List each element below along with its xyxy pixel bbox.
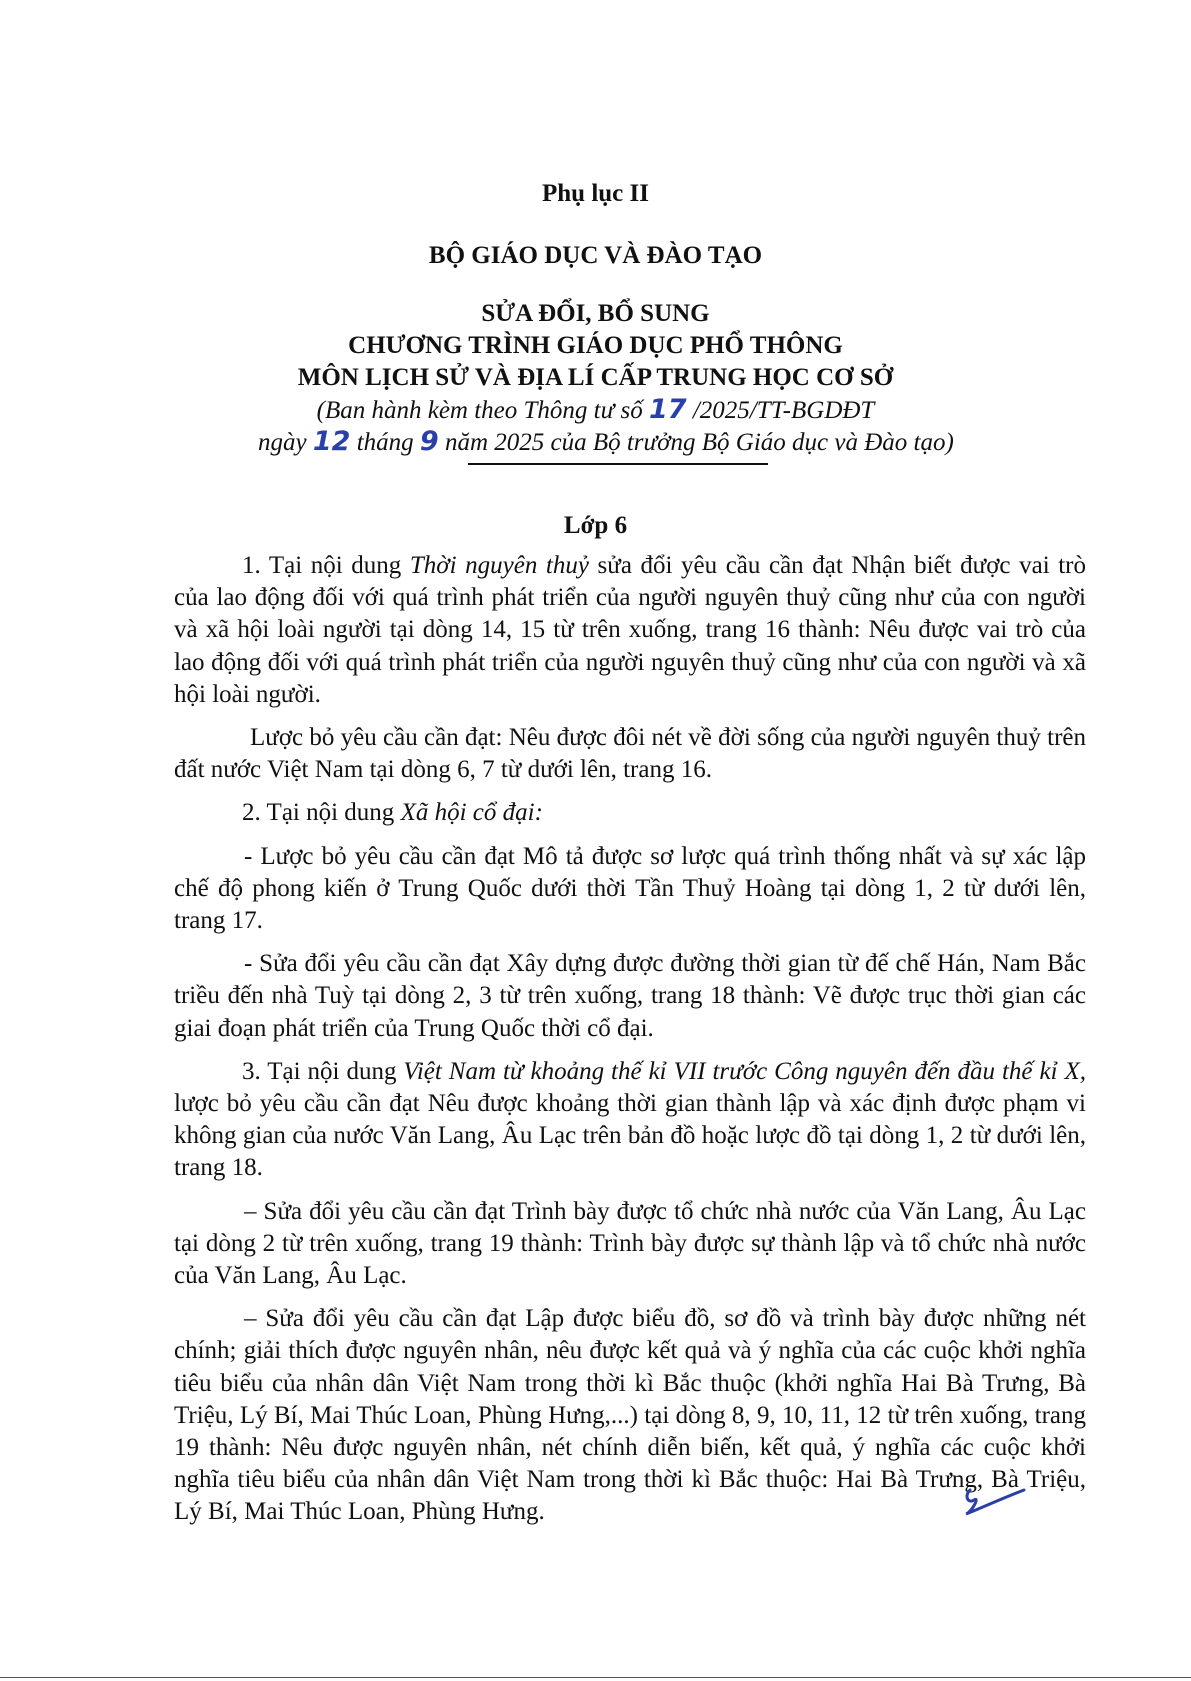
document-title xyxy=(0,298,1191,394)
paragraph: 2. Tại nội dung Xã hội cổ đại: xyxy=(242,799,543,827)
issuance-text: tháng xyxy=(350,429,420,456)
issuance-text: năm 2025 của Bộ trưởng Bộ Giáo dục và Đào tạo) xyxy=(438,429,954,456)
issuance-text: ngày xyxy=(258,429,313,456)
body-text xyxy=(174,550,1086,1540)
paragraph: - Lược bỏ yêu cầu cần đạt Mô tả được sơ lược quá trình thống nhất và sự xác lập chế độ phong kiến ở Trung Quốc dưới thời Tần Thuỷ Hoàng tại dòng 1, 2 từ dưới lên, trang 17. xyxy=(174,842,1086,935)
handwritten-day: 12 xyxy=(312,426,351,457)
paragraph: - Sửa đổi yêu cầu cần đạt Xây dựng được đường thời gian từ đế chế Hán, Nam Bắc triều đến nhà Tuỳ tại dòng 2, 3 từ trên xuống, trang 18 thành: Vẽ được trục thời gian các giai đoạn phát triển của Trung Quốc thời cổ đại. xyxy=(174,950,1086,1042)
appendix-title: Phụ lục II xyxy=(542,180,649,207)
issuance-text: /2025/TT-BGDĐT xyxy=(686,397,875,424)
handwritten-month: 9 xyxy=(419,426,439,457)
paragraph: – Sửa đổi yêu cầu cần đạt Lập được biểu đồ, sơ đồ và trình bày được những nét chính; giải thích được nguyên nhân, nêu được kết quả và ý nghĩa của các cuộc khởi nghĩa tiêu biểu của nhân dân Việt Nam trong thời kì Bắc thuộc (khởi nghĩa Hai Bà Trưng, Bà Triệu, Lý Bí, Mai Thúc Loan, Phùng Hưng,...) tại dòng 8, 9, 10, 11, 12 từ trên xuống, trang 19 thành: Nêu được nguyên nhân, nét chính diễn biến, kết quả, ý nghĩa các cuộc khởi nghĩa tiêu biểu của nhân dân Việt Nam trong thời kì Bắc thuộc: Hai Bà Trưng, Bà Triệu, Lý Bí, Mai Thúc Loan, Phùng Hưng. xyxy=(174,1305,1086,1526)
title-divider xyxy=(468,463,768,465)
handwritten-initial-mark xyxy=(958,1482,1028,1518)
title-line: MÔN LỊCH SỬ VÀ ĐỊA LÍ CẤP TRUNG HỌC CƠ SỞ xyxy=(297,364,894,391)
title-line: CHƯƠNG TRÌNH GIÁO DỤC PHỔ THÔNG xyxy=(348,332,843,359)
paragraph: 3. Tại nội dung Việt Nam từ khoảng thế kỉ VII trước Công nguyên đến đầu thế kỉ X, lược bỏ yêu cầu cần đạt Nêu được khoảng thời gian thành lập và xác định được phạm vi không gian của nước Văn Lang, Âu Lạc trên bản đồ hoặc lược đồ tại dòng 1, 2 từ dưới lên, trang 18. xyxy=(174,1057,1086,1182)
paragraph: – Sửa đổi yêu cầu cần đạt Trình bày được tổ chức nhà nước của Văn Lang, Âu Lạc tại dòng 2 từ trên xuống, trang 19 thành: Trình bày được sự thành lập và tổ chức nhà nước của Văn Lang, Âu Lạc. xyxy=(174,1197,1086,1290)
paragraph: 1. Tại nội dung Thời nguyên thuỷ sửa đổi yêu cầu cần đạt Nhận biết được vai trò của lao động đối với quá trình phát triển của người nguyên thuỷ cũng như của con người và xã hội loài người tại dòng 14, 15 từ trên xuống, trang 16 thành: Nêu được vai trò của lao động đối với quá trình phát triển của người nguyên thuỷ cũng như của con người và xã hội loài người. xyxy=(174,552,1086,708)
ministry-name: BỘ GIÁO DỤC VÀ ĐÀO TẠO xyxy=(428,242,763,269)
issuance-text: (Ban hành kèm theo Thông tư số xyxy=(316,397,649,424)
issuance-line-1 xyxy=(0,394,1191,427)
grade-heading: Lớp 6 xyxy=(563,512,628,539)
page-bottom-edge xyxy=(0,1677,1191,1678)
issuance-line-2 xyxy=(258,426,1078,459)
handwritten-circular-number: 17 xyxy=(649,394,687,425)
title-line: SỬA ĐỔI, BỔ SUNG xyxy=(481,300,710,327)
paragraph: Lược bỏ yêu cầu cần đạt: Nêu được đôi nét về đời sống của người nguyên thuỷ trên đất nước Việt Nam tại dòng 6, 7 từ dưới lên, trang 16. xyxy=(174,724,1086,784)
